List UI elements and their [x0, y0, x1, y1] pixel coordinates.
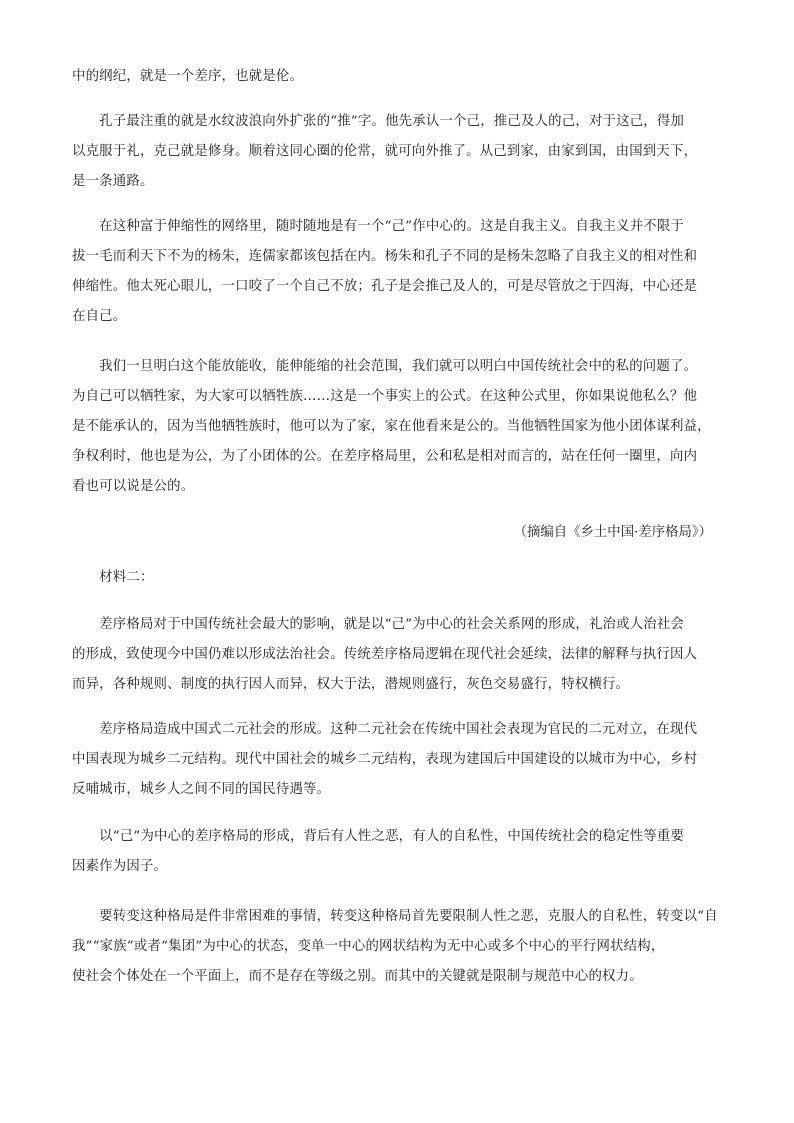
source-citation: （摘编自《乡土中国·差序格局》） — [513, 525, 712, 540]
text-line: 以“己”为中心的差序格局的形成，背后有人性之恶，有人的自私性，中国传统社会的稳定性等重要 — [72, 829, 685, 844]
text-line: 是不能承认的，因为当他牺牲族时，他可以为了家，家在他看来是公的。当他牺牲国家为他小团体谋利益， — [72, 419, 711, 434]
text-line: 要转变这种格局是件非常困难的事情，转变这种格局首先要限制人性之恶，克服人的自私性，转变以“自 — [72, 909, 718, 924]
text-line: 以克服于礼，克己就是修身。顺着这同心圈的伦常，就可向外推了。从己到家，由家到国，由国到天下， — [72, 144, 698, 159]
text-line: 差序格局造成中国式二元社会的形成。这种二元社会在传统中国社会表现为官民的二元对立，在现代 — [72, 722, 698, 737]
paragraph-4 — [72, 352, 732, 502]
paragraph-5 — [72, 610, 732, 700]
text-line: 反哺城市，城乡人之间不同的国民待遇等。 — [72, 782, 331, 797]
text-line: 中国表现为城乡二元结构。现代中国社会的城乡二元结构，表现为建国后中国建设的以城市为中心，乡村 — [72, 752, 698, 767]
text-line: 而异，各种规则、制度的执行因人而异，权大于法，潜规则盛行，灰色交易盛行，特权横行。 — [72, 677, 630, 692]
text-line: 的形成，致使现今中国仍难以形成法治社会。传统差序格局逻辑在现代社会延续，法律的解释与执行因人 — [72, 647, 698, 662]
paragraph-2 — [72, 107, 732, 197]
text-line: 使社会个体处在一个平面上，而不是存在等级之别。而其中的关键就是限制与规范中心的权力。 — [72, 969, 643, 984]
text-line: 材料二： — [72, 570, 154, 585]
text-line: 在这种富于伸缩性的网络里，随时随地是有一个“己”作中心的。这是自我主义。自我主义并不限于 — [72, 219, 685, 234]
paragraph-8 — [72, 902, 732, 992]
text-line: 因素作为因子。 — [72, 859, 168, 874]
text-line: 拔一毛而利天下不为的杨朱，连儒家都该包括在内。杨朱和孔子不同的是杨朱忽略了自我主义的相对性和 — [72, 249, 698, 264]
text-line: 为自己可以牺牲家，为大家可以牺牲族……这是一个事实上的公式。在这种公式里，你如果说他私么？他 — [72, 389, 698, 404]
text-line: 我”“家族”或者“集团”为中心的状态，变单一中心的网状结构为无中心或多个中心的平行网状结构， — [72, 939, 665, 954]
paragraph-3 — [72, 212, 732, 332]
text-line: 争权利时，他也是为公，为了小团体的公。在差序格局里，公和私是相对而言的，站在任何一圈里，向内 — [72, 449, 698, 464]
text-line: 看也可以说是公的。 — [72, 479, 195, 494]
text-line: 差序格局对于中国传统社会最大的影响，就是以“己”为中心的社会关系网的形成，礼治或人治社会 — [72, 617, 685, 632]
text-line: 中的纲纪，就是一个差序，也就是伦。 — [72, 69, 304, 84]
text-line: 我们一旦明白这个能放能收，能伸能缩的社会范围，我们就可以明白中国传统社会中的私的问题了。 — [72, 359, 698, 374]
paragraph-6 — [72, 715, 732, 805]
material-two-heading — [72, 563, 732, 593]
paragraph-1 — [72, 62, 732, 92]
text-line: 孔子最注重的就是水纹波浪向外扩张的“推”字。他先承认一个己，推己及人的己，对于这己，得加 — [72, 114, 685, 129]
text-line: 伸缩性。他太死心眼儿，一口咬了一个自己不放；孔子是会推己及人的，可是尽管放之于四海，中心还是 — [72, 279, 698, 294]
text-line: 是一条通路。 — [72, 174, 154, 189]
text-line: 在自己。 — [72, 309, 127, 324]
paragraph-7 — [72, 822, 732, 882]
